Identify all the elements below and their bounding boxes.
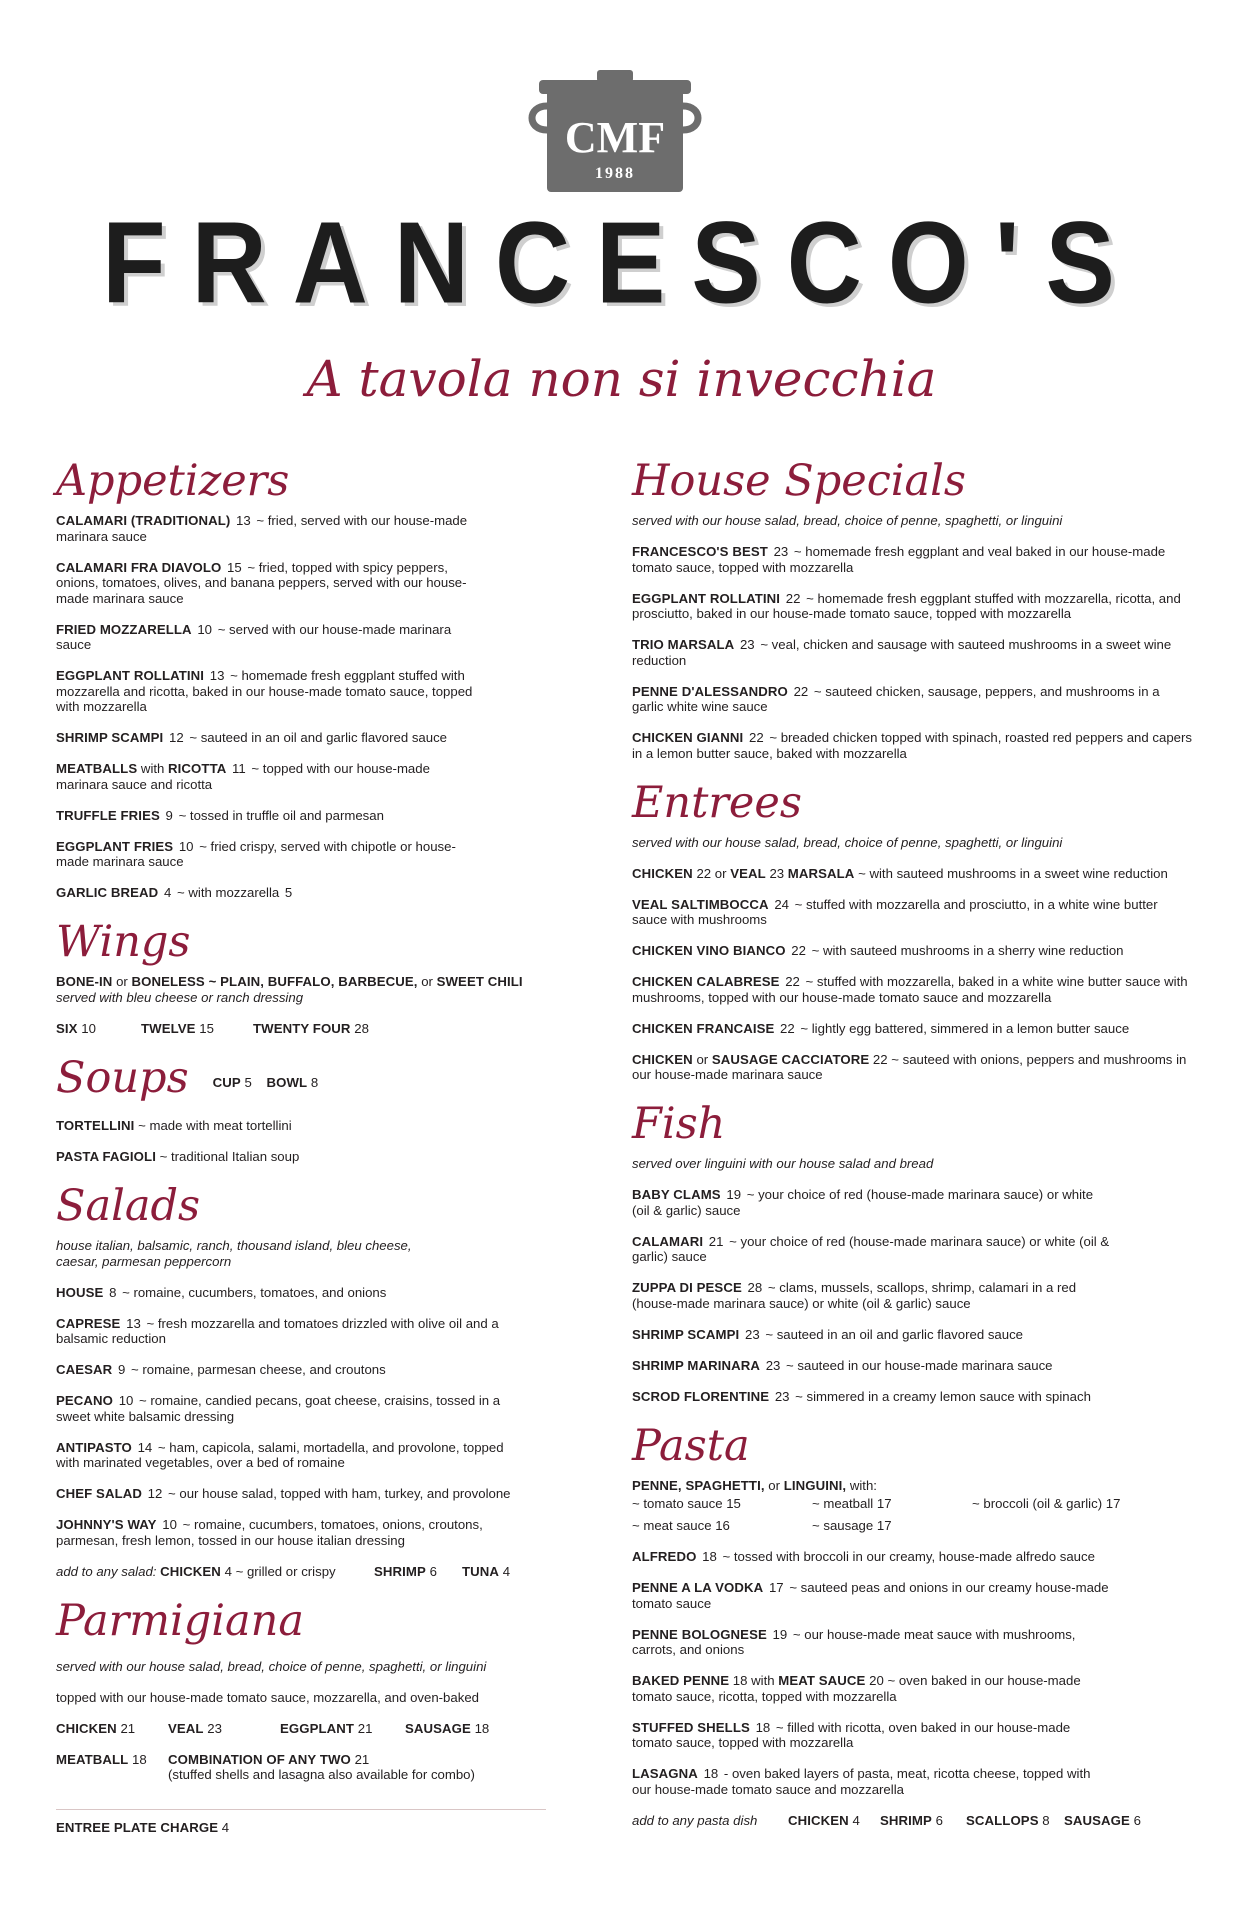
appetizer-item: MEATBALLS with RICOTTA 11 ~ topped with our house-made marinara sauce and ricotta — [56, 761, 430, 792]
entree-item: CHICKEN VINO BIANCO 22 ~ with sauteed mushrooms in a sherry wine reduction — [632, 943, 1124, 958]
house-special-item: EGGPLANT ROLLATINI 22 ~ homemade fresh eggplant stuffed with mozzarella, ricotta, and prosciutto, baked in our house-made tomato sauce, topped with mozzarella — [632, 590, 1181, 621]
appetizer-item: CALAMARI FRA DIAVOLO 15 ~ fried, topped with spicy peppers, onions, tomatoes, olives, and banana peppers, served with our house-made marinara sauce — [56, 559, 467, 606]
pasta-add-ons: add to any pasta dish CHICKEN 4 SHRIMP 6 SCALLOPS 8 SAUSAGE 6 — [632, 1812, 1141, 1828]
parmigiana-combo: MEATBALL 18 COMBINATION OF ANY TWO 21 (stuffed shells and lasagna also available for combo) — [56, 1751, 475, 1782]
appetizers-list — [56, 513, 576, 901]
soups-header — [56, 1052, 576, 1104]
appetizer-item: CALAMARI (TRADITIONAL) 13 ~ fried, served with our house-made marinara sauce — [56, 513, 468, 544]
fish-item: BABY CLAMS 19 ~ your choice of red (house-made marinara sauce) or white (oil & garlic) sauce — [632, 1187, 1094, 1218]
pasta-item: STUFFED SHELLS 18 ~ filled with ricotta, oven baked in our house-made tomato sauce, topped with mozzarella — [632, 1719, 1071, 1750]
pasta-item: BAKED PENNE 18 with MEAT SAUCE 20 ~ oven baked in our house-made tomato sauce, ricotta, topped with mozzarella — [632, 1673, 1081, 1704]
fish-item: SHRIMP SCAMPI 23 ~ sauteed in an oil and garlic flavored sauce — [632, 1326, 1024, 1342]
house-special-item: PENNE D'ALESSANDRO 22 ~ sauteed chicken, sausage, peppers, and mushrooms in a garlic white wine sauce — [632, 683, 1160, 714]
salads-list — [56, 1285, 516, 1549]
entrees-list — [632, 897, 1192, 1037]
pasta-list — [632, 1549, 1112, 1658]
entrees-note: served with our house salad, bread, choice of penne, spaghetti, or linguini — [632, 834, 1063, 850]
entree-item: CHICKEN or SAUSAGE CACCIATORE 22 ~ sauteed with onions, peppers and mushrooms in our house-made marinara sauce — [632, 1051, 1187, 1082]
appetizer-item: TRUFFLE FRIES 9 ~ tossed in truffle oil and parmesan — [56, 807, 384, 823]
salad-item: HOUSE 8 ~ romaine, cucumbers, tomatoes, and onions — [56, 1284, 387, 1300]
appetizer-item: GARLIC BREAD 4 ~ with mozzarella 5 — [56, 885, 293, 900]
entree-item: CHICKEN CALABRESE 22 ~ stuffed with mozzarella, baked in a white wine butter sauce with mushrooms, topped with our house-made tomato sauce and mozzarella — [632, 974, 1188, 1005]
soup-item: TORTELLINI ~ made with meat tortellini — [56, 1118, 292, 1133]
house-special-item: TRIO MARSALA 23 ~ veal, chicken and sausage with sauteed mushrooms in a sweet wine reduction — [632, 637, 1172, 668]
pasta-base: PENNE, SPAGHETTI, or LINGUINI, with: — [632, 1477, 877, 1493]
pasta-item: PENNE A LA VODKA 17 ~ sauteed peas and onions in our creamy house-made tomato sauce — [632, 1580, 1109, 1611]
pasta-item: PENNE BOLOGNESE 19 ~ our house-made meat sauce with mushrooms, carrots, and onions — [632, 1626, 1076, 1657]
fish-item: SCROD FLORENTINE 23 ~ simmered in a creamy lemon sauce with spinach — [632, 1388, 1091, 1404]
appetizer-item: EGGPLANT ROLLATINI 13 ~ homemade fresh eggplant stuffed with mozzarella and ricotta, baked in our house-made tomato sauce, topped with mozzarella — [56, 668, 473, 714]
pasta-sauce-options: ~ tomato sauce 15 ~ meatball 17 ~ broccoli (oil & garlic) 17 ~ meat sauce 16 ~ sausage 17 — [632, 1496, 1121, 1533]
parmigiana-note: served with our house salad, bread, choice of penne, spaghetti, or linguini — [56, 1658, 487, 1674]
house-special-item: FRANCESCO'S BEST 23 ~ homemade fresh eggplant and veal baked in our house-made tomato sauce, topped with mozzarella — [632, 544, 1166, 575]
pot-logo-icon — [525, 66, 705, 196]
entree-item: VEAL SALTIMBOCCA 24 ~ stuffed with mozzarella and prosciutto, in a white wine butter sauce with mushrooms — [632, 896, 1158, 927]
logo-year: 1988 — [595, 165, 635, 182]
fish-item: ZUPPA DI PESCE 28 ~ clams, mussels, scallops, shrimp, calamari in a red (house-made marinara sauce) or white (oil & garlic) sauce — [632, 1280, 1077, 1311]
section-title-entrees: Entrees — [632, 777, 802, 828]
fish-note: served over linguini with our house salad and bread — [632, 1156, 934, 1171]
right-column — [632, 455, 1192, 1844]
pasta-item: LASAGNA 18 - oven baked layers of pasta, meat, ricotta cheese, topped with our house-made tomato sauce and mozzarella — [632, 1766, 1091, 1797]
fish-item: SHRIMP MARINARA 23 ~ sauteed in our house-made marinara sauce — [632, 1357, 1053, 1373]
entree-item: CHICKEN FRANCAISE 22 ~ lightly egg battered, simmered in a lemon butter sauce — [632, 1020, 1130, 1036]
divider — [56, 1809, 546, 1810]
appetizer-item: SHRIMP SCAMPI 12 ~ sauteed in an oil and garlic flavored sauce — [56, 730, 448, 745]
salad-add-ons: add to any salad: CHICKEN 4 ~ grilled or crispy SHRIMP 6 TUNA 4 — [56, 1563, 511, 1579]
salad-item: PECANO 10 ~ romaine, candied pecans, goat cheese, craisins, tossed in a sweet white balsamic dressing — [56, 1393, 501, 1424]
appetizer-item: EGGPLANT FRIES 10 ~ fried crispy, served with chipotle or house-made marinara sauce — [56, 838, 456, 869]
pasta-item: ALFREDO 18 ~ tossed with broccoli in our creamy, house-made alfredo sauce — [632, 1549, 1095, 1564]
house-specials-list — [632, 544, 1192, 761]
house-specials-note: served with our house salad, bread, choice of penne, spaghetti, or linguini — [632, 513, 1063, 528]
section-title-parmigiana: Parmigiana — [56, 1595, 304, 1646]
fish-item: CALAMARI 21 ~ your choice of red (house-made marinara sauce) or white (oil & garlic) sauce — [632, 1233, 1110, 1264]
salad-item: CAPRESE 13 ~ fresh mozzarella and tomatoes drizzled with olive oil and a balsamic reduction — [56, 1315, 499, 1346]
salad-item: JOHNNY'S WAY 10 ~ romaine, cucumbers, tomatoes, onions, croutons, parmesan, fresh lemon, tossed in our house italian dressing — [56, 1517, 483, 1548]
restaurant-name: FRANCESCO'S — [102, 198, 1141, 329]
parmigiana-desc: topped with our house-made tomato sauce, mozzarella, and oven-baked — [56, 1689, 479, 1705]
section-title-salads: Salads — [56, 1181, 201, 1231]
soup-sizes: CUP 5 BOWL 8 — [212, 1075, 319, 1090]
entree-item: CHICKEN 22 or VEAL 23 MARSALA ~ with sauteed mushrooms in a sweet wine reduction — [632, 865, 1168, 881]
salad-dressings: house italian, balsamic, ranch, thousand island, bleu cheese, caesar, parmesan peppercorn — [56, 1238, 412, 1269]
section-title-pasta: Pasta — [632, 1420, 750, 1471]
wings-options: BONE-IN or BONELESS ~ PLAIN, BUFFALO, BARBECUE, or SWEET CHILI served with bleu cheese or ranch dressing — [56, 974, 523, 1005]
logo-monogram: CMF — [564, 113, 666, 162]
section-title-fish: Fish — [632, 1099, 726, 1149]
section-title-wings: Wings — [56, 917, 191, 967]
pasta-list-2 — [632, 1720, 1112, 1798]
section-title-appetizers: Appetizers — [56, 456, 290, 506]
plate-charge: ENTREE PLATE CHARGE 4 — [56, 1819, 230, 1835]
appetizer-item: FRIED MOZZARELLA 10 ~ served with our house-made marinara sauce — [56, 621, 452, 652]
section-title-house-specials: House Specials — [632, 456, 966, 506]
tagline: A tavola non si invecchia — [306, 350, 937, 408]
salad-item: CHEF SALAD 12 ~ our house salad, topped with ham, turkey, and provolone — [56, 1486, 511, 1501]
parmigiana-options: CHICKEN 21 VEAL 23 EGGPLANT 21 SAUSAGE 18 — [56, 1720, 490, 1736]
wings-note: served with bleu cheese or ranch dressing — [56, 989, 304, 1005]
section-title-soups: Soups — [56, 1053, 189, 1103]
wings-sizes: SIX 10 TWELVE 15 TWENTY FOUR 28 — [56, 1021, 369, 1036]
soup-item: PASTA FAGIOLI ~ traditional Italian soup — [56, 1149, 300, 1164]
salad-item: ANTIPASTO 14 ~ ham, capicola, salami, mortadella, and provolone, topped with marinated vegetables, over a bed of romaine — [56, 1439, 504, 1470]
house-special-item: CHICKEN GIANNI 22 ~ breaded chicken topped with spinach, roasted red peppers and capers in a lemon butter sauce, baked with mozzarella — [632, 730, 1192, 761]
fish-list — [632, 1187, 1112, 1404]
salad-item: CAESAR 9 ~ romaine, parmesan cheese, and croutons — [56, 1362, 386, 1377]
left-column — [56, 455, 576, 1851]
